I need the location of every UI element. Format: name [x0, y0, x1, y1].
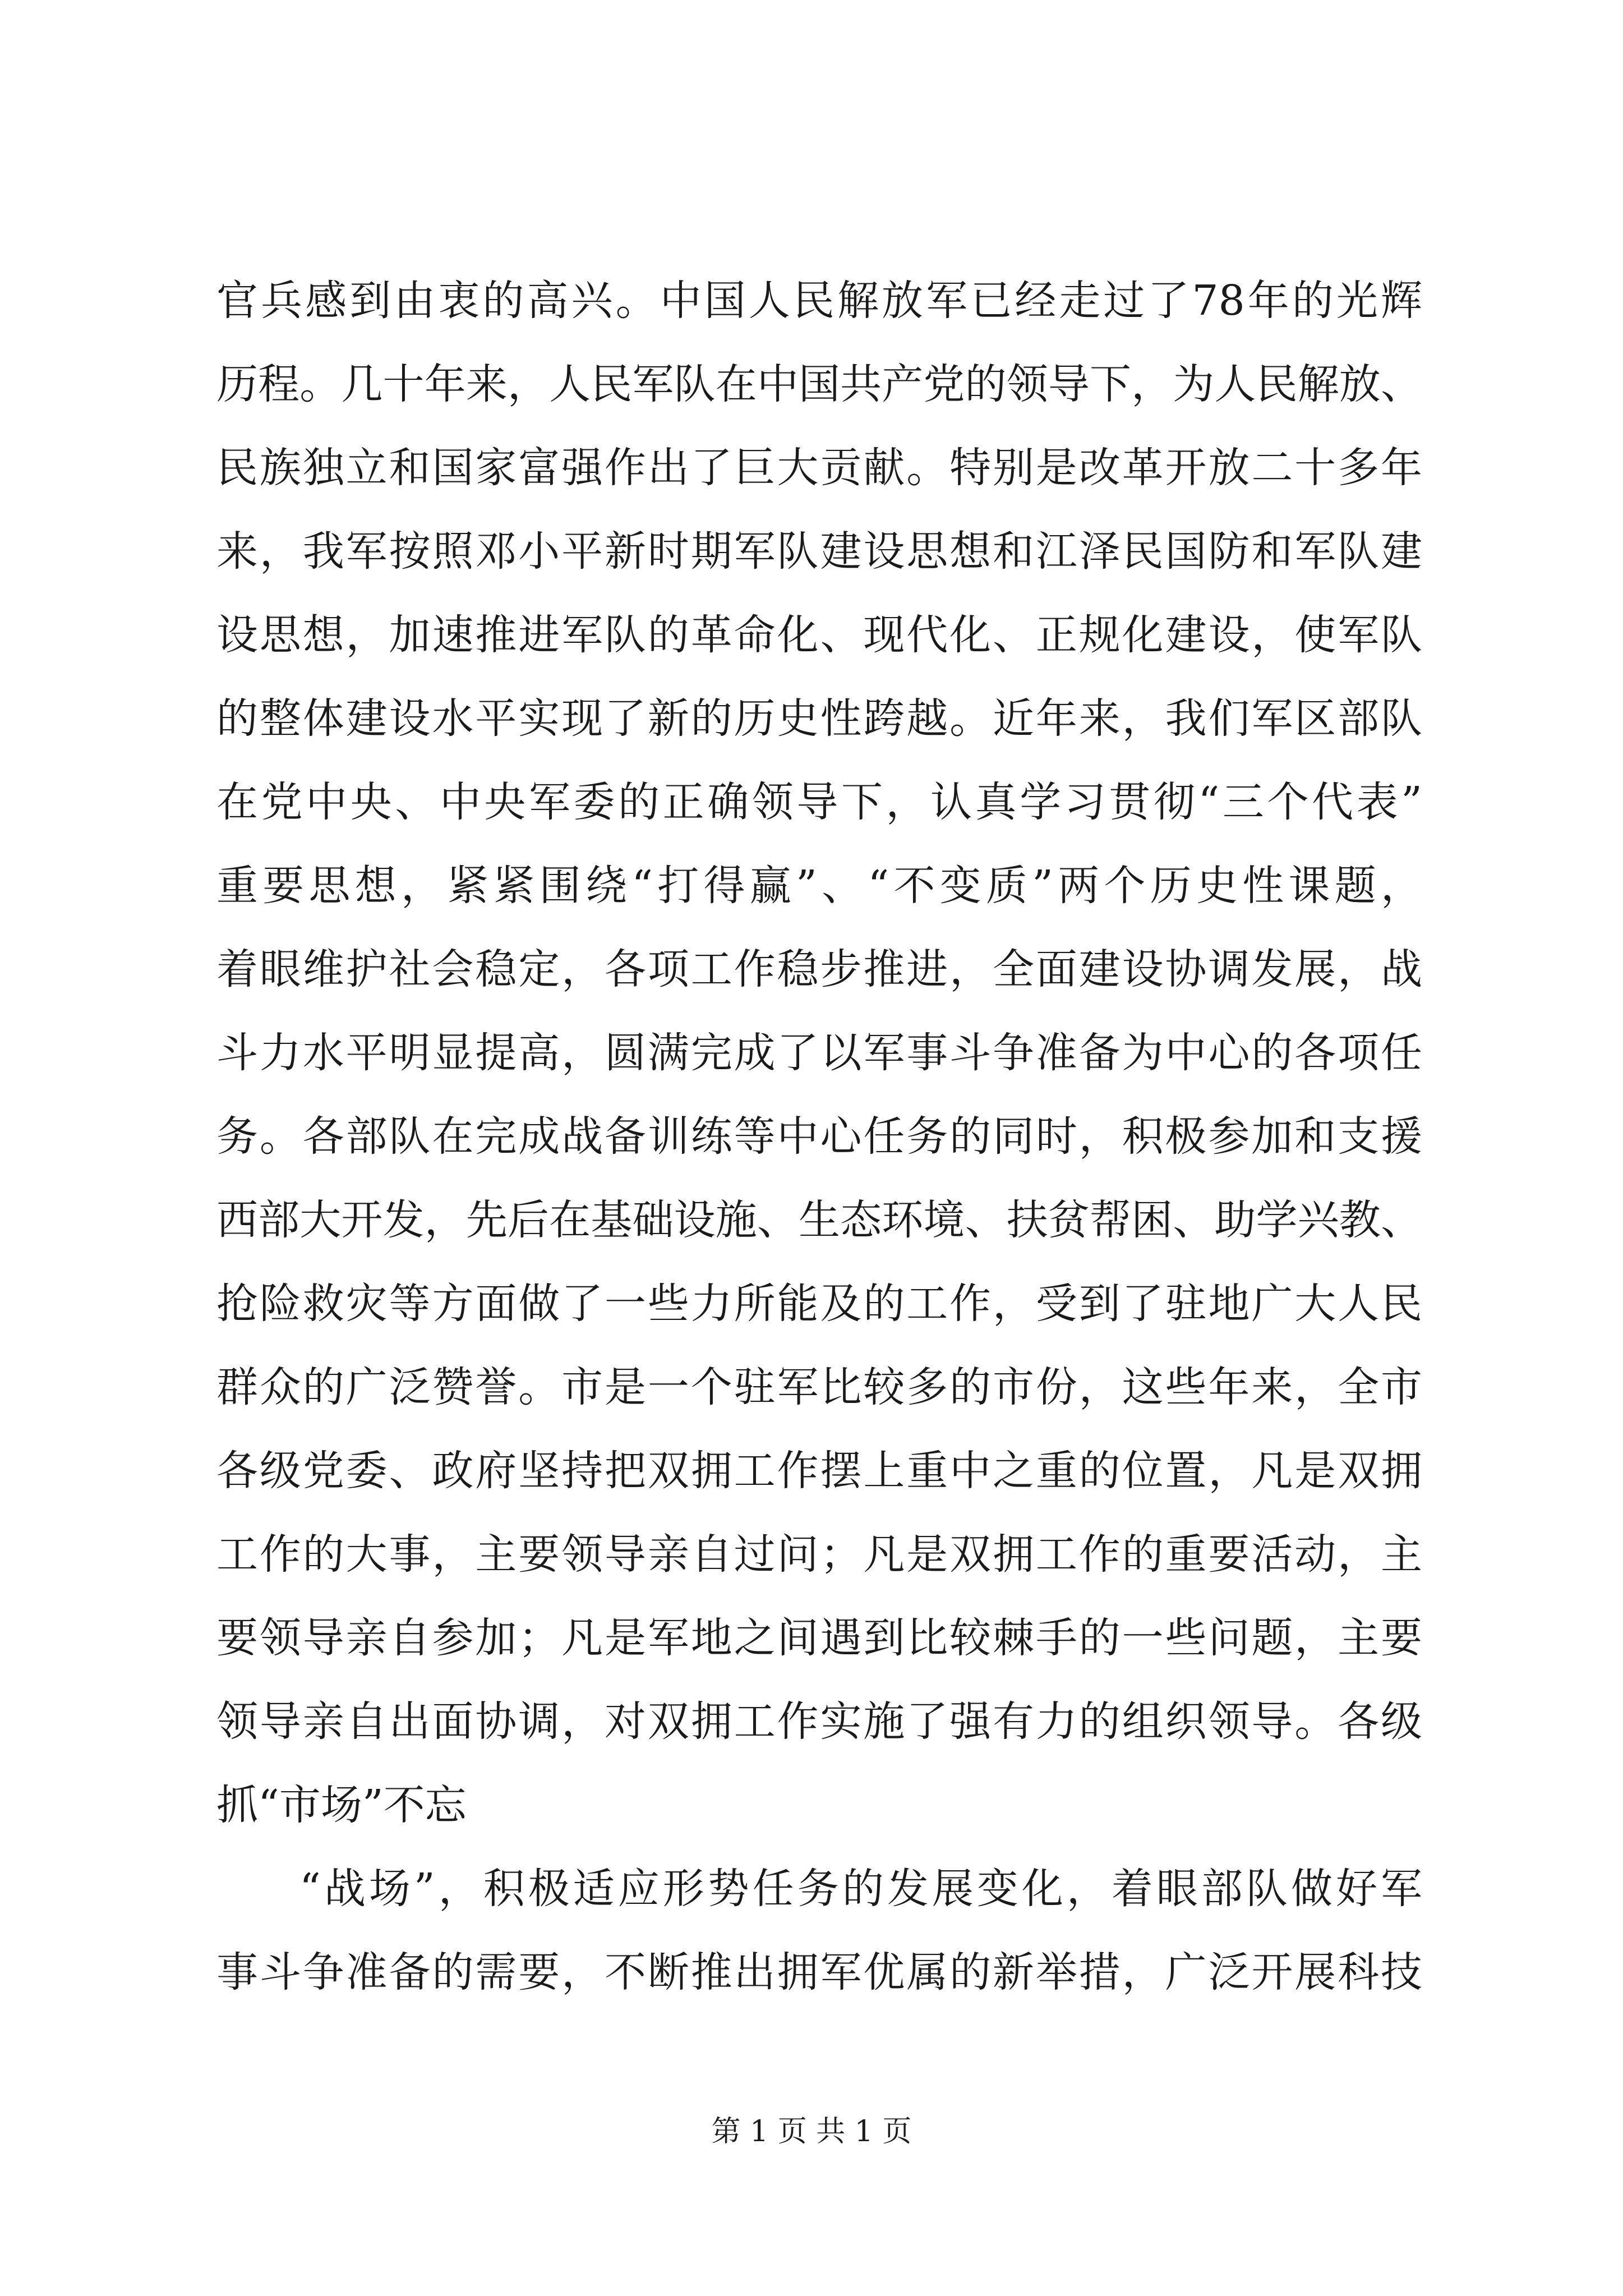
text-line: 在党中央、中央军委的正确领导下，认真学习贯彻“三个代表” — [216, 778, 1422, 826]
text-line: 抓“市场”不忘 — [216, 1781, 467, 1829]
text-line: 着眼维护社会稳定，各项工作稳步推进，全面建设协调发展，战 — [216, 945, 1422, 993]
text-line: 民族独立和国家富强作出了巨大贡献。特别是改革开放二十多年 — [216, 444, 1422, 492]
page-number-footer: 第 1 页 共 1 页 — [711, 2115, 912, 2148]
text-line: 官兵感到由衷的高兴。中国人民解放军已经走过了78年的光辉 — [216, 277, 1422, 325]
text-line: 重要思想，紧紧围绕“打得赢”、“不变质”两个历史性课题， — [216, 862, 1422, 910]
text-line: 斗力水平明显提高，圆满完成了以军事斗争准备为中心的各项任 — [216, 1029, 1422, 1077]
text-line: 领导亲自出面协调，对双拥工作实施了强有力的组织领导。各级 — [216, 1697, 1422, 1746]
text-line: 工作的大事，主要领导亲自过问；凡是双拥工作的重要活动，主 — [216, 1530, 1422, 1579]
text-line: 群众的广泛赞誉。市是一个驻军比较多的市份，这些年来，全市 — [216, 1363, 1422, 1411]
text-line: 务。各部队在完成战备训练等中心任务的同时，积极参加和支援 — [216, 1112, 1422, 1161]
text-line: 设思想，加速推进军队的革命化、现代化、正规化建设，使军队 — [216, 611, 1422, 659]
text-line: 抢险救灾等方面做了一些力所能及的工作，受到了驻地广大人民 — [216, 1280, 1422, 1328]
text-line: 要领导亲自参加；凡是军地之间遇到比较棘手的一些问题，主要 — [216, 1614, 1422, 1662]
text-line: 西部大开发，先后在基础设施、生态环境、扶贫帮困、助学兴教、 — [216, 1196, 1422, 1244]
text-line: 各级党委、政府坚持把双拥工作摆上重中之重的位置，凡是双拥 — [216, 1447, 1422, 1495]
text-line: “战场”，积极适应形势任务的发展变化，着眼部队做好军 — [299, 1865, 1422, 1913]
text-line: 事斗争准备的需要，不断推出拥军优属的新举措，广泛开展科技 — [216, 1948, 1422, 1996]
text-line: 历程。几十年来，人民军队在中国共产党的领导下，为人民解放、 — [216, 360, 1422, 408]
text-line: 的整体建设水平实现了新的历史性跨越。近年来，我们军区部队 — [216, 694, 1422, 743]
text-line: 来，我军按照邓小平新时期军队建设思想和江泽民国防和军队建 — [216, 527, 1422, 576]
body-text — [216, 259, 1422, 2014]
